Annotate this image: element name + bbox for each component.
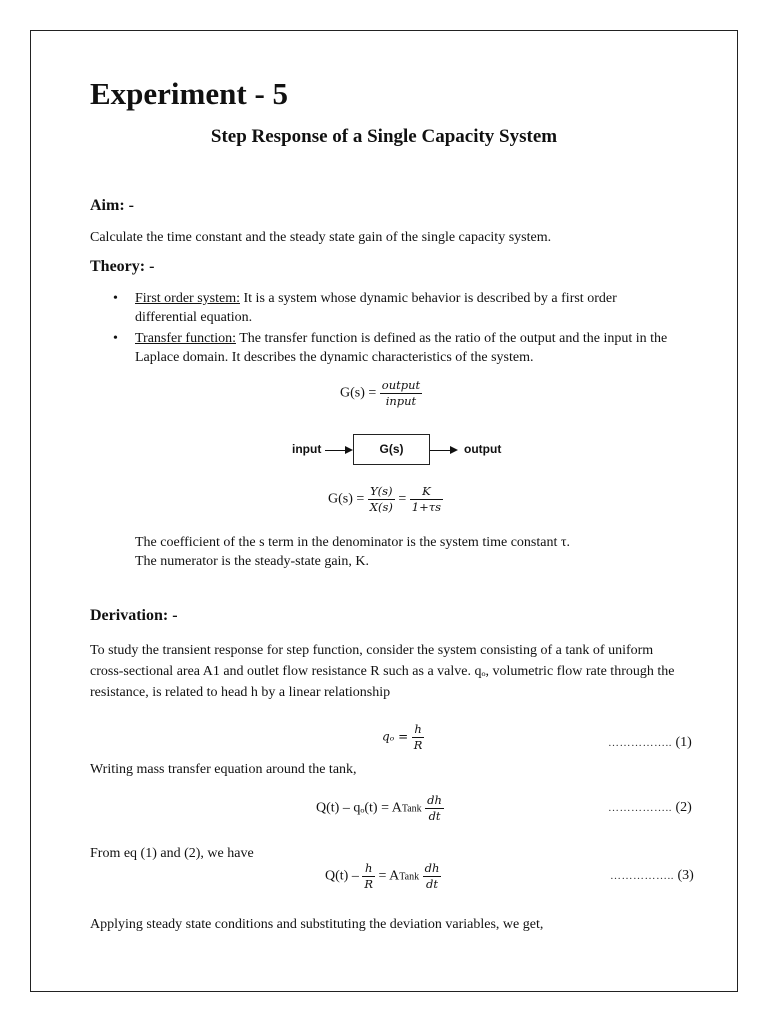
equation-lhs: Q(t) – xyxy=(325,868,359,884)
equation-label: (3) xyxy=(677,868,694,883)
bullet-text: The transfer function is defined as the ratio of the output and the input in the Laplace domain. It describes the dynamic characteristics of the system. xyxy=(135,331,668,365)
derivation-intro: To study the transient response for step function, consider the system consisting of a tank of uniform cross-sectional area A1 and outlet flow resistance R such as a valve. qₒ, volumetric flow rate through the resistance, is related to head h by a linear relationship xyxy=(90,643,675,700)
leader-dots: …………….. xyxy=(610,870,674,882)
fraction xyxy=(412,722,425,753)
numerator: h xyxy=(362,861,375,877)
bullet-icon: • xyxy=(113,291,118,306)
output-arrow-line xyxy=(430,450,450,451)
transfer-function-equation xyxy=(340,378,422,409)
equals-sign: = xyxy=(398,491,407,507)
aim-text: Calculate the time constant and the steady state gain of the single capacity system. xyxy=(90,230,552,245)
equation-1-number xyxy=(608,735,692,751)
equation-lhs: qₒ = xyxy=(382,729,409,744)
input-arrow-line xyxy=(325,450,345,451)
equation-2-number xyxy=(608,800,692,816)
bullet-term: First order system: xyxy=(135,291,240,306)
subscript: Tank xyxy=(401,803,422,815)
time-constant-note: The coefficient of the s term in the denominator is the system time constant τ. xyxy=(135,535,570,550)
denominator: R xyxy=(364,877,373,891)
derivation-text-1: Writing mass transfer equation around the tank, xyxy=(90,762,357,777)
transfer-block: G(s) xyxy=(353,434,430,465)
block-output-label: output xyxy=(464,442,502,456)
theory-heading: Theory: - xyxy=(90,258,155,275)
numerator: dh xyxy=(424,861,440,875)
equation-3 xyxy=(325,861,441,892)
leader-dots: …………….. xyxy=(608,802,672,814)
equation-label: (1) xyxy=(675,735,692,750)
gain-equation xyxy=(328,484,443,515)
subscript: Tank xyxy=(399,871,420,883)
list-item xyxy=(110,329,680,367)
equation-2 xyxy=(316,793,444,824)
bullet-text: It is a system whose dynamic behavior is described by a first order differential equation. xyxy=(135,291,617,325)
list-item xyxy=(110,289,680,327)
leader-dots: …………….. xyxy=(608,737,672,749)
equation-1 xyxy=(382,722,424,753)
equation-lhs: G(s) = xyxy=(340,385,377,401)
numerator: h xyxy=(412,722,425,738)
equation-lhs: G(s) = xyxy=(328,491,365,507)
gain-note: The numerator is the steady-state gain, K. xyxy=(135,554,370,569)
denominator: R xyxy=(413,738,423,752)
page-title: Experiment - 5 xyxy=(90,76,289,111)
numerator: Y(s) xyxy=(368,484,395,500)
aim-heading: Aim: - xyxy=(90,197,134,214)
derivation-heading: Derivation: - xyxy=(90,607,178,624)
output-arrow-icon xyxy=(450,446,458,454)
denominator: dt xyxy=(425,877,438,891)
page-subtitle: Step Response of a Single Capacity System xyxy=(210,126,558,147)
fraction xyxy=(423,861,442,892)
bullet-term: Transfer function: xyxy=(135,331,236,346)
fraction xyxy=(410,484,443,515)
denominator: 1+τs xyxy=(411,500,441,514)
derivation-text-3: Applying steady state conditions and substituting the deviation variables, we get, xyxy=(90,917,544,932)
theory-bullet-list xyxy=(110,289,680,369)
fraction xyxy=(362,861,375,892)
fraction xyxy=(380,378,422,409)
numerator: dh xyxy=(427,793,442,807)
numerator: K xyxy=(410,484,443,500)
block-input-label: input xyxy=(292,442,322,456)
derivation-text-2: From eq (1) and (2), we have xyxy=(90,846,254,861)
bullet-icon: • xyxy=(113,331,118,346)
fraction xyxy=(368,484,395,515)
equation-3-number xyxy=(610,868,694,884)
input-arrow-icon xyxy=(345,446,353,454)
denominator: X(s) xyxy=(369,500,393,514)
numerator: output xyxy=(381,378,421,392)
equation-mid: = A xyxy=(378,868,400,884)
fraction xyxy=(425,793,444,824)
denominator: input xyxy=(385,394,417,408)
equation-label: (2) xyxy=(675,800,692,815)
denominator: dt xyxy=(428,809,441,823)
equation-lhs: Q(t) – qₒ(t) = A xyxy=(316,800,402,816)
